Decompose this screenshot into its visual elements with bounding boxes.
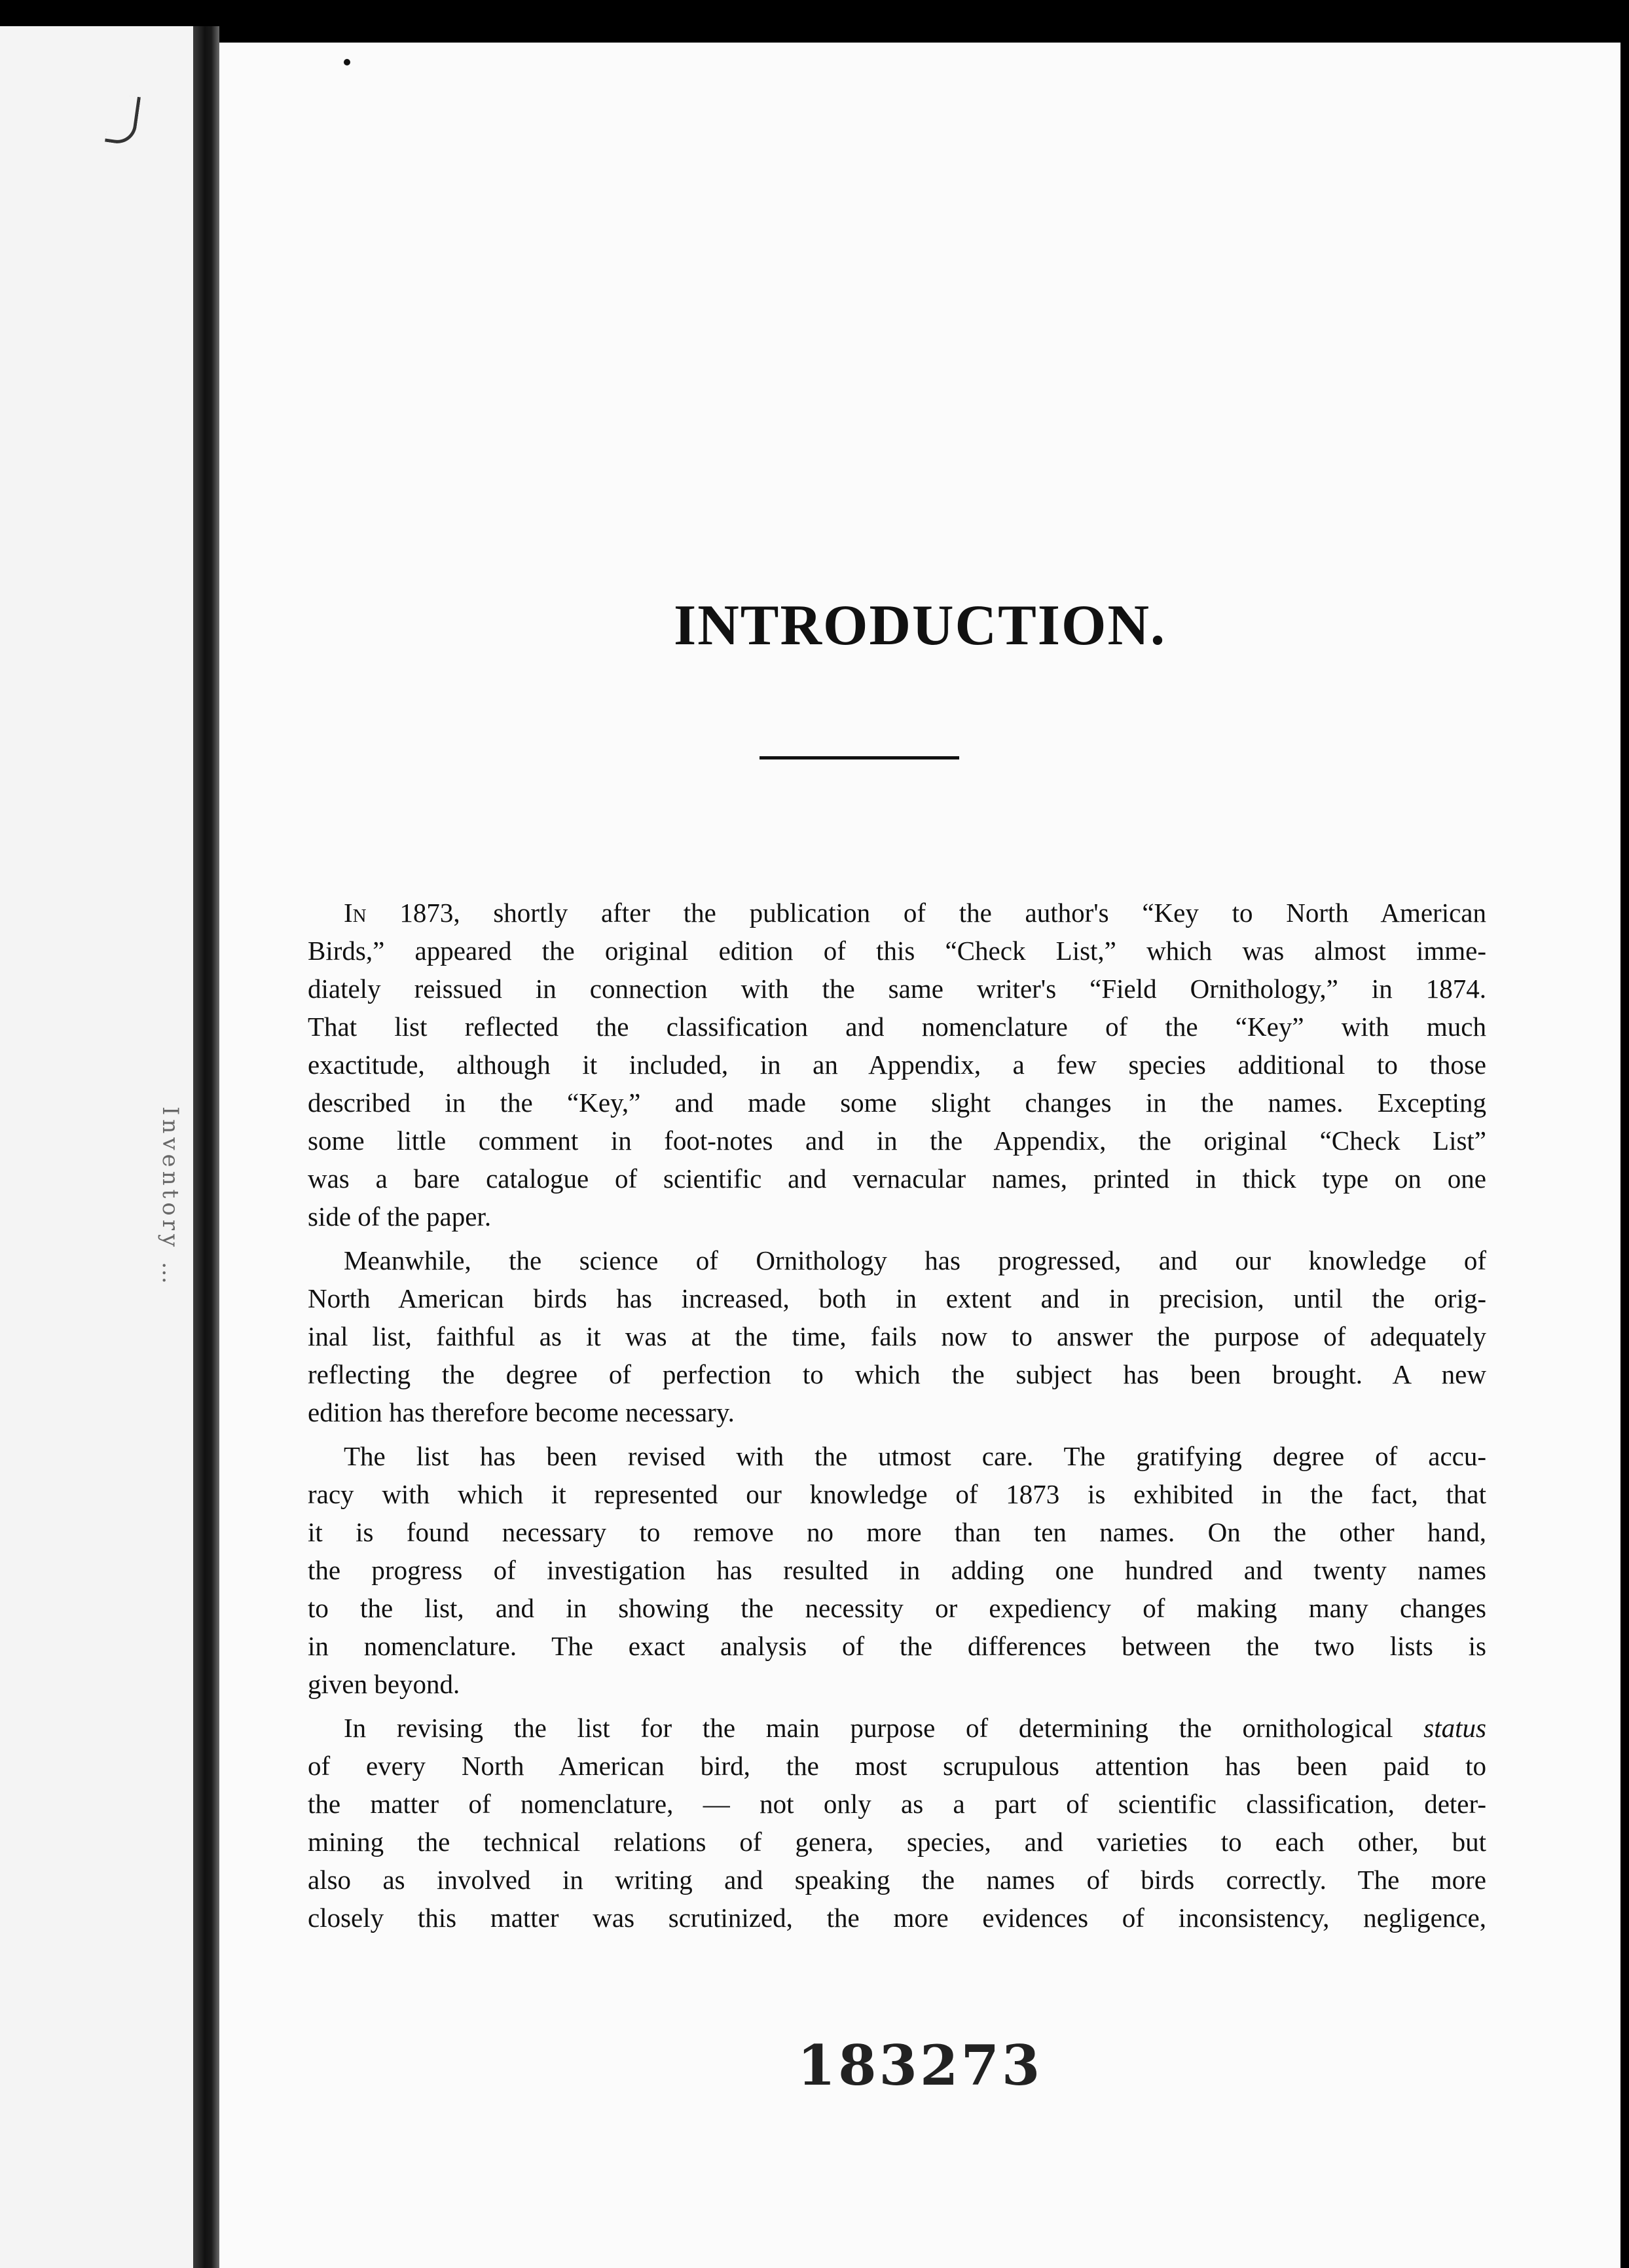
- text-line: of every North American bird, the most scrupulous attention has been paid to: [308, 1751, 1486, 1781]
- text-line: the matter of nomenclature, — not only as a part of scientific classification, deter-: [308, 1789, 1486, 1819]
- text-line: given beyond.: [308, 1669, 460, 1699]
- text-line: North American birds has increased, both in extent and in precision, until the orig-: [308, 1283, 1486, 1313]
- text-line: reflecting the degree of perfection to which the subject has been brought. A new: [308, 1359, 1486, 1389]
- paragraph-2: [308, 1241, 1486, 1431]
- body-text: [308, 894, 1486, 1937]
- drop-lead: In: [344, 898, 367, 928]
- paragraph-1: [308, 894, 1486, 1235]
- text-line: in nomenclature. The exact analysis of the differences between the two lists is: [308, 1631, 1486, 1661]
- page-title: INTRODUCTION.: [673, 594, 1167, 657]
- text-line: Meanwhile, the science of Ornithology has progressed, and our knowledge of: [344, 1245, 1486, 1275]
- paragraph-3: [308, 1437, 1486, 1703]
- text-line: The list has been revised with the utmost care. The gratifying degree of accu-: [344, 1441, 1486, 1471]
- text-line: side of the paper.: [308, 1201, 492, 1232]
- text-line: That list reflected the classification and nomenclature of the “Key” with much: [308, 1012, 1486, 1042]
- text-line: edition has therefore become necessary.: [308, 1397, 735, 1427]
- text-line: it is found necessary to remove no more than ten names. On the other hand,: [308, 1517, 1486, 1547]
- text-line: mining the technical relations of genera, species, and varieties to each other, but: [308, 1827, 1486, 1857]
- accession-number: 183273: [797, 2033, 1043, 2098]
- handwritten-spine-note: Inventory …: [157, 1107, 183, 1288]
- text-line: the progress of investigation has resulted in adding one hundred and twenty names: [308, 1555, 1486, 1585]
- text-line: some little comment in foot-notes and in the Appendix, the original “Check List”: [308, 1125, 1486, 1156]
- text-line: racy with which it represented our knowledge of 1873 is exhibited in the fact, that: [308, 1479, 1486, 1509]
- paragraph-4: [308, 1709, 1486, 1937]
- italic-term: status: [1423, 1713, 1486, 1743]
- book-gutter: [193, 26, 219, 2268]
- speck: [344, 59, 350, 65]
- text-line: In 1873, shortly after the publication of the author's “Key to North American: [344, 898, 1486, 928]
- text-line: was a bare catalogue of scientific and vernacular names, printed in thick type on one: [308, 1163, 1486, 1194]
- text-line: also as involved in writing and speaking the names of birds correctly. The more: [308, 1865, 1486, 1895]
- text-line: to the list, and in showing the necessity or expediency of making many changes: [308, 1593, 1486, 1623]
- pencil-mark: [105, 93, 141, 146]
- text-line: described in the “Key,” and made some slight changes in the names. Excepting: [308, 1088, 1486, 1118]
- text-line: Birds,” appeared the original edition of this “Check List,” which was almost imme-: [308, 936, 1486, 966]
- left-leaf: [0, 26, 193, 2268]
- text-line: In revising the list for the main purpose of determining the ornithological status: [344, 1713, 1486, 1743]
- document-page: [219, 43, 1620, 2268]
- text-line: inal list, faithful as it was at the time, fails now to answer the purpose of adequately: [308, 1321, 1486, 1351]
- text-line: exactitude, although it included, in an Appendix, a few species additional to those: [308, 1050, 1486, 1080]
- title-rule: [760, 756, 959, 759]
- text-line: diately reissued in connection with the same writer's “Field Ornithology,” in 1874.: [308, 974, 1486, 1004]
- text-line: closely this matter was scrutinized, the more evidences of inconsistency, negligence,: [308, 1903, 1486, 1933]
